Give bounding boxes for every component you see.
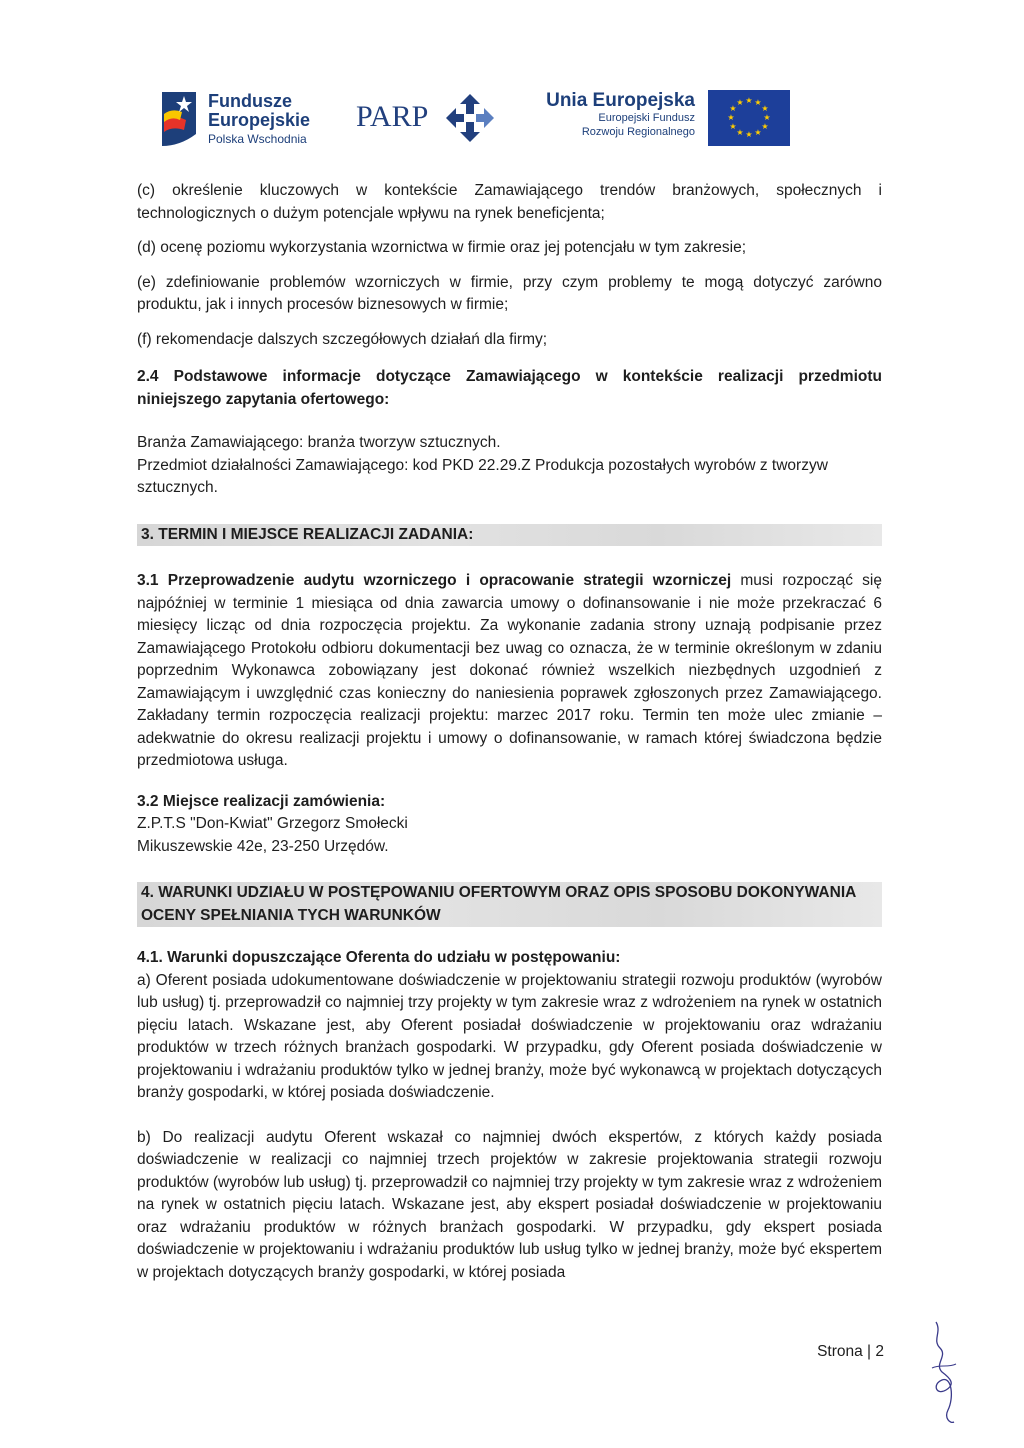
item-d: (d) ocenę poziomu wykorzystania wzornictwa w firmie oraz jej potencjału w tym zakresie; [137, 239, 747, 256]
parp-arrows-icon [444, 92, 496, 144]
section-3-1-text: musi rozpocząć się najpóźniej w terminie 1 miesiąca od dnia zawarcia umowy o dofinansowanie i nie może przekraczać 6 miesięcy licząc od dnia rozpoczęcia projektu. Za wykonanie zadania strony uznają podpisanie przez Zamawiającego Protokołu odbioru dokumentacji bez uwag co oznacza, że w terminie określonym w zdaniu poprzednim Wykonawca zobowiązany jest dokonać również wszelkich niezbędnych uzgodnień z Zamawiającym i uwzględnić czas konieczny do naniesienia poprawek zgłoszonych przez Zamawiającego. Zakładany termin rozpoczęcia realizacji projektu: marzec 2017 roku. Termin ten może ulec zmianie – adekwatnie do okresu realizacji projektu i umowy o dofinansowanie, w ramach której świadczona będzie przedmiotowa usługa. [137, 572, 882, 769]
ue-line1: Unia Europejska [546, 90, 695, 111]
svg-text:★: ★ [763, 113, 771, 122]
document-body [137, 180, 882, 1284]
condition-b: b) Do realizacji audytu Oferent wskazał co najmniej dwóch ekspertów, z których każdy posiada doświadczenie w realizacji co najmniej trzech projektów w zakresie projektowania strategii rozwoju produktów (wyrobów lub usług) tj. przeprowadził co najmniej trzy projekty w tym zakresie wraz z wdrożeniem na rynek w ostatnich pięciu latach. Wskazane jest, aby ekspert posiadał doświadczenie w projektowaniu oraz wdrażaniu produktów w różnych branżach gospodarki. W przypadku, gdy ekspert posiada doświadczenie w projektowaniu i wdrażaniu produktów lub usług tylko w jednej branży, może być ekspertem w projektach dotyczących branży gospodarki, w której posiada [137, 1128, 882, 1281]
unia-europejska-logo [540, 88, 790, 150]
section-3-heading: 3. TERMIN I MIEJSCE REALIZACJI ZADANIA: [137, 524, 882, 547]
svg-text:★: ★ [729, 122, 737, 131]
section-2-4-heading: 2.4 Podstawowe informacje dotyczące Zamawiającego w kontekście realizacji przedmiotu niniejszego zapytania ofertowego: [137, 368, 882, 408]
svg-text:★: ★ [736, 128, 744, 137]
svg-text:★: ★ [727, 113, 735, 122]
svg-text:★: ★ [761, 122, 769, 131]
handwritten-signature [926, 1318, 962, 1428]
ue-line2: Europejski Fundusz [598, 112, 695, 124]
parp-text: PARP [356, 100, 429, 133]
section-3-1-paragraph [137, 570, 882, 773]
svg-text:★: ★ [736, 98, 744, 107]
ue-line3: Rozwoju Regionalnego [581, 126, 695, 138]
svg-text:★: ★ [745, 130, 753, 139]
fundusze-europejskie-logo [160, 86, 330, 148]
condition-a: a) Oferent posiada udokumentowane doświadczenie w projektowaniu strategii rozwoju produktów (wyrobów lub usług) tj. przeprowadził co najmniej trzy projekty w tym zakresie wraz z wdrożeniem na rynek w ostatnich pięciu latach. Wskazane jest, aby Oferent posiadał doświadczenie w projektowaniu oraz wdrażaniu produktów w trzech różnych branżach gospodarki. W przypadku, gdy Oferent posiada doświadczenie w projektowaniu i wdrażaniu produktów tylko w jednej branży, może być wykonawcą w projektach dotyczących branży gospodarki, w której posiada doświadczenie. [137, 971, 882, 1101]
fe-line2: Europejskie [208, 110, 311, 130]
fe-line1: Fundusze [208, 91, 292, 111]
header-logos [0, 78, 1024, 148]
item-f: (f) rekomendacje dalszych szczegółowych działań dla firmy; [137, 330, 548, 348]
svg-text:★: ★ [754, 98, 762, 107]
address-line-1: Z.P.T.S "Don-Kwiat" Grzegorz Smołecki [137, 815, 408, 832]
item-e: (e) zdefiniowanie problemów wzorniczych w firmie, przy czym problemy te mogą dotyczyć zarówno produktu, jak i innych procesów biznesowych w firmie; [137, 273, 882, 313]
page-number: Strona | 2 [817, 1343, 884, 1360]
svg-text:★: ★ [729, 104, 737, 113]
section-4-heading: 4. WARUNKI UDZIAŁU W POSTĘPOWANIU OFERTOWYM ORAZ OPIS SPOSOBU DOKONYWANIA OCENY SPEŁNIANIA TYCH WARUNKÓW [137, 882, 882, 927]
przedmiot-line: Przedmiot działalności Zamawiającego: kod PKD 22.29.Z Produkcja pozostałych wyrobów z tworzyw sztucznych. [137, 456, 828, 496]
svg-text:★: ★ [754, 128, 762, 137]
section-3-1-heading: 3.1 Przeprowadzenie audytu wzorniczego i opracowanie strategii wzorniczej [137, 572, 732, 589]
item-c: (c) określenie kluczowych w kontekście Zamawiającego trendów branżowych, społecznych i technologicznych o dużym potencjale wpływu na rynek beneficjenta; [137, 182, 882, 222]
section-4-1-heading: 4.1. Warunki dopuszczające Oferenta do udziału w postępowaniu: [137, 949, 621, 966]
eu-flag-icon [708, 90, 790, 146]
parp-logo [356, 86, 516, 146]
svg-text:★: ★ [761, 104, 769, 113]
address-line-2: Mikuszewskie 42e, 23-250 Urzędów. [137, 837, 389, 855]
svg-text:★: ★ [745, 96, 753, 105]
fe-line3: Polska Wschodnia [208, 132, 307, 146]
branza-line: Branża Zamawiającego: branża tworzyw sztucznych. [137, 434, 501, 451]
section-3-2-heading: 3.2 Miejsce realizacji zamówienia: [137, 792, 386, 810]
fe-flag-icon [160, 90, 200, 148]
